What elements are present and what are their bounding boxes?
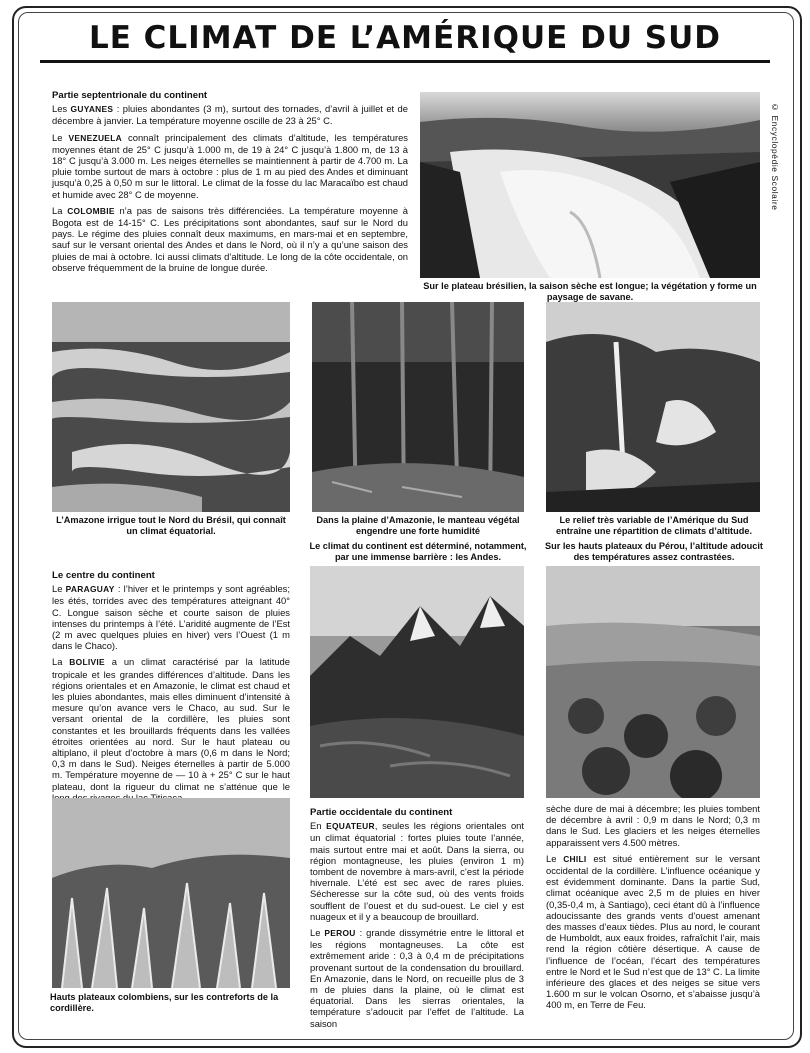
north-section (52, 90, 408, 278)
centre-section (52, 570, 290, 808)
chili-text: est situé entièrement sur le versant occidental de la cordillère. L’influence océanique y est évidemment dominante. Dans la partie Sud, climat océanique avec 2,5 m de pluies en hiver (0,35-0,4 m, à Santiago), ceci étant dû à l’influence adoucissante des grands vents d’ouest amenant des masses d’eaux tièdes. Plus au nord, le courant de Humboldt, aux eaux froides, rafraîchit l’air, mais rend la région côtière désertique. A cause de l’influence de l’océan, l’écart des températures entre le Nord et le Sud n’est que de 13° C. La limite inférieure des glaces et des neiges se situe vers 1.600 m sur le volcan Osorno, et s’abaisse jusqu’à 400 m, en Terre de Feu. (546, 852, 760, 1011)
guyanes-text: : pluies abondantes (3 m), surtout des tornades, d’avril à juillet et de décembre à janvier. La température moyenne oscille de 23 à 25° C. (52, 103, 408, 127)
country-chili: CHILI (563, 853, 587, 864)
equateur-paragraph (310, 820, 524, 922)
guyanes-paragraph: Les GUYANES : pluies abondantes (3 m), surtout des tornades, d’avril à juillet et de décembre à janvier. La température moyenne oscille de 23 à 25° C. (52, 103, 408, 127)
rock-spires-photo (52, 798, 290, 988)
photo-credit: © Encyclopédie Scolaire (770, 102, 780, 211)
venezuela-lead: Le (52, 131, 69, 143)
chili-lead: Le (546, 852, 564, 864)
caption-amazone: L’Amazone irrigue tout le Nord du Brésil, qui connaît un climat équatorial. (56, 515, 286, 536)
bolivie-lead: La (52, 656, 70, 668)
country-perou: PEROU (324, 928, 356, 939)
country-colombie: COLOMBIE (67, 205, 115, 216)
colombie-text: n’a pas de saisons très différenciées. La température moyenne à Bogota est de 14-15° C. Les précipitations sont abondantes, sauf sur le Nord du pays. Le régime des pluies connaît deux maximums, en mars-mai et en septembre, sauf sur le versant oriental des Andes et dans le Nord, où il n’y a qu’une saison des pluies de mai à octobre. Ici aussi climats d’altitude. Le long de la côte occidentale, on observe fréquemment de la bruine de longue durée. (52, 204, 408, 273)
waterfall-photo (420, 92, 760, 278)
perou-lead: Le (310, 927, 325, 939)
caption-relief: Le relief très variable de l’Amérique du Sud entraîne une répartition de climats d’altitude. (555, 515, 753, 536)
equateur-text: , seules les régions orientales ont un climat équatorial : fortes pluies toute l’année, mais surtout entre mai et août. Dans la sierra, ou région montagneuse, les pluies (environ 1 m) tombent de novembre à mars-avril, c’est la période hivernale. L’été est sec avec de rares pluies. Sécheresse sur la côte sud, où des vents froids soufflent de l’ouest et du sud-ouest. Le ciel y est nuageux et il y a beaucoup de brouillard. (310, 820, 524, 922)
centre-heading: Le centre du continent (52, 570, 155, 581)
forest-photo (312, 302, 524, 512)
country-bolivie: BOLIVIE (69, 657, 105, 668)
cliff-waterfall-photo (546, 302, 760, 512)
andes-mountains-photo (310, 566, 524, 798)
river-aerial-photo (52, 302, 290, 512)
north-heading: Partie septentrionale du continent (52, 90, 208, 101)
bolivie-paragraph (52, 656, 290, 803)
caption-andes: Le climat du continent est déterminé, notamment, par une immense barrière : les Andes. (309, 541, 527, 562)
venezuela-text: connaît principalement des climats d’altitude, les températures moyennes étant de 25° C jusqu’à 1.000 m, de 19 à 24° C jusqu’à 1.800 m, de 13 à 18° C jusqu’à 3.000 m. Les neiges éternelles se maintiennent à partir de 4.700 m. La pluie tombe surtout de mars à octobre : plus de 1 m au pied des Andes et diminuant jusqu’à 0,25 à 0,50 m sur le littoral. Le climat de la fosse du lac Maracaïbo est chaud et humide avec 28° C de moyenne. (52, 131, 408, 200)
bolivie-text: a un climat caractérisé par la latitude tropicale et les grandes différences d’altitude. Dans les régions orientales et en Amazonie, le climat est chaud et les pluies abondantes, mais elles diminuent d’intensité à mesure qu’on avance vers le Chaco, au sud. Sur le versant oriental de la cordillère, les pluies sont constantes et les brouillards fréquents dans les vallées étroites orientées au nord. Sur le haut plateau ou altiplano, il pleut d’octobre à mars (0,6 m dans le Nord; 0,3 m dans le Sud). Neiges éternelles à partir de 5.000 m. Température moyenne de — 10 à + 25° C sur le haut plateau, dont la rigueur du climat ne s’atténue que le (52, 656, 290, 792)
chili-paragraph (546, 853, 760, 1011)
caption-plateau: Sur le plateau brésilien, la saison sèche est longue; la végétation y forme un paysage de savane. (423, 281, 757, 302)
west-continued (546, 803, 760, 1016)
caption-plaine: Dans la plaine d’Amazonie, le manteau végétal engendre une forte humidité (316, 515, 520, 536)
colombie-lead: La (52, 204, 68, 216)
caption-perou: Sur les hauts plateaux du Pérou, l’altitude adoucit des températures assez contrastées. (545, 541, 763, 562)
colombie-paragraph (52, 205, 408, 273)
perou-paragraph (310, 927, 524, 1029)
west-section (310, 807, 524, 1034)
west-heading: Partie occidentale du continent (310, 807, 453, 818)
rocky-plateau-photo (546, 566, 760, 798)
paraguay-text: : l’hiver et le printemps y sont agréables; les étés, torrides avec des températures atteignant 40° C. Longue saison sèche et courte saison de pluies intenses du printemps à l’été. L’aridité augmente de l’Est (2 m avec quelques pluies en hiver) vers l’Ouest (1 m dans le Chaco). (52, 583, 290, 652)
equateur-lead: En (310, 820, 327, 832)
country-guyanes: GUYANES (70, 104, 114, 115)
page-title: LE CLIMAT DE L’AMÉRIQUE DU SUD (40, 20, 770, 63)
perou-continued: sèche dure de mai à décembre; les pluies tombent de décembre à avril : 0,9 m dans le Nord; 0,3 m dans le Sud. Les glaciers et les neiges éternelles apparaissent vers 4.500 mètres. (546, 803, 760, 848)
paraguay-lead: Le (52, 583, 66, 595)
perou-text: : grande dissymétrie entre le littoral et les régions montagneuses. La côte est extrêmement aride : 0,3 à 0,4 m de précipitations provenant surtout de la condensation du brouillard. En Amazonie, dans le Nord, on recueille plus de 3 m de pluies dans la plaine, où le climat est équatorial. Dans les sierras orientales, la température s’adoucit par l’effet de l’altitude. La saison (310, 927, 524, 1029)
country-paraguay: PARAGUAY (65, 584, 115, 595)
paraguay-paragraph (52, 583, 290, 651)
country-venezuela: VENEZUELA (68, 132, 122, 143)
country-equateur: EQUATEUR (326, 821, 375, 832)
venezuela-paragraph (52, 132, 408, 200)
caption-colombiens: Hauts plateaux colombiens, sur les contreforts de la cordillère. (50, 992, 279, 1013)
